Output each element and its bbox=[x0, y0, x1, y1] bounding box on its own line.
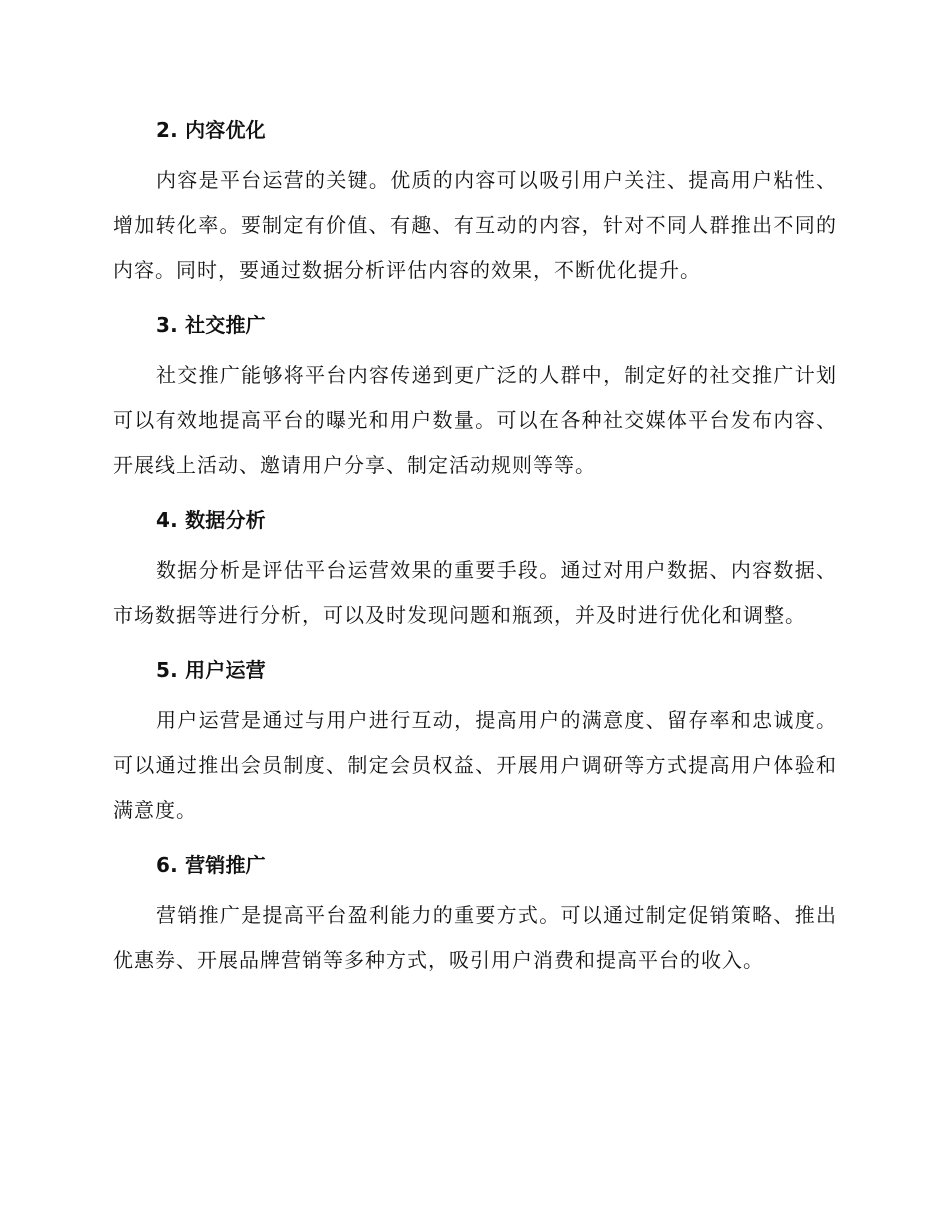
section-data-analysis bbox=[113, 498, 837, 638]
section-user-operations bbox=[113, 648, 837, 833]
section-heading: 6. 营销推广 bbox=[156, 853, 266, 877]
section-heading: 2. 内容优化 bbox=[156, 118, 266, 142]
section-paragraph: 数据分析是评估平台运营效果的重要手段。通过对用户数据、内容数据、市场数据等进行分析，可以及时发现问题和瓶颈，并及时进行优化和调整。 bbox=[113, 558, 837, 627]
section-heading: 3. 社交推广 bbox=[156, 313, 266, 337]
section-social-promotion bbox=[113, 303, 837, 488]
section-paragraph: 社交推广能够将平台内容传递到更广泛的人群中，制定好的社交推广计划可以有效地提高平台的曝光和用户数量。可以在各种社交媒体平台发布内容、开展线上活动、邀请用户分享、制定活动规则等等。 bbox=[113, 363, 837, 477]
section-paragraph: 营销推广是提高平台盈利能力的重要方式。可以通过制定促销策略、推出优惠券、开展品牌营销等多种方式，吸引用户消费和提高平台的收入。 bbox=[113, 903, 837, 972]
document-body bbox=[113, 108, 837, 983]
section-content-optimization bbox=[113, 108, 837, 293]
section-heading: 4. 数据分析 bbox=[156, 508, 266, 532]
section-marketing-promotion bbox=[113, 843, 837, 983]
section-paragraph: 内容是平台运营的关键。优质的内容可以吸引用户关注、提高用户粘性、增加转化率。要制定有价值、有趣、有互动的内容，针对不同人群推出不同的内容。同时，要通过数据分析评估内容的效果，不断优化提升。 bbox=[113, 168, 837, 282]
section-paragraph: 用户运营是通过与用户进行互动，提高用户的满意度、留存率和忠诚度。可以通过推出会员制度、制定会员权益、开展用户调研等方式提高用户体验和满意度。 bbox=[113, 708, 837, 822]
section-heading: 5. 用户运营 bbox=[156, 658, 266, 682]
